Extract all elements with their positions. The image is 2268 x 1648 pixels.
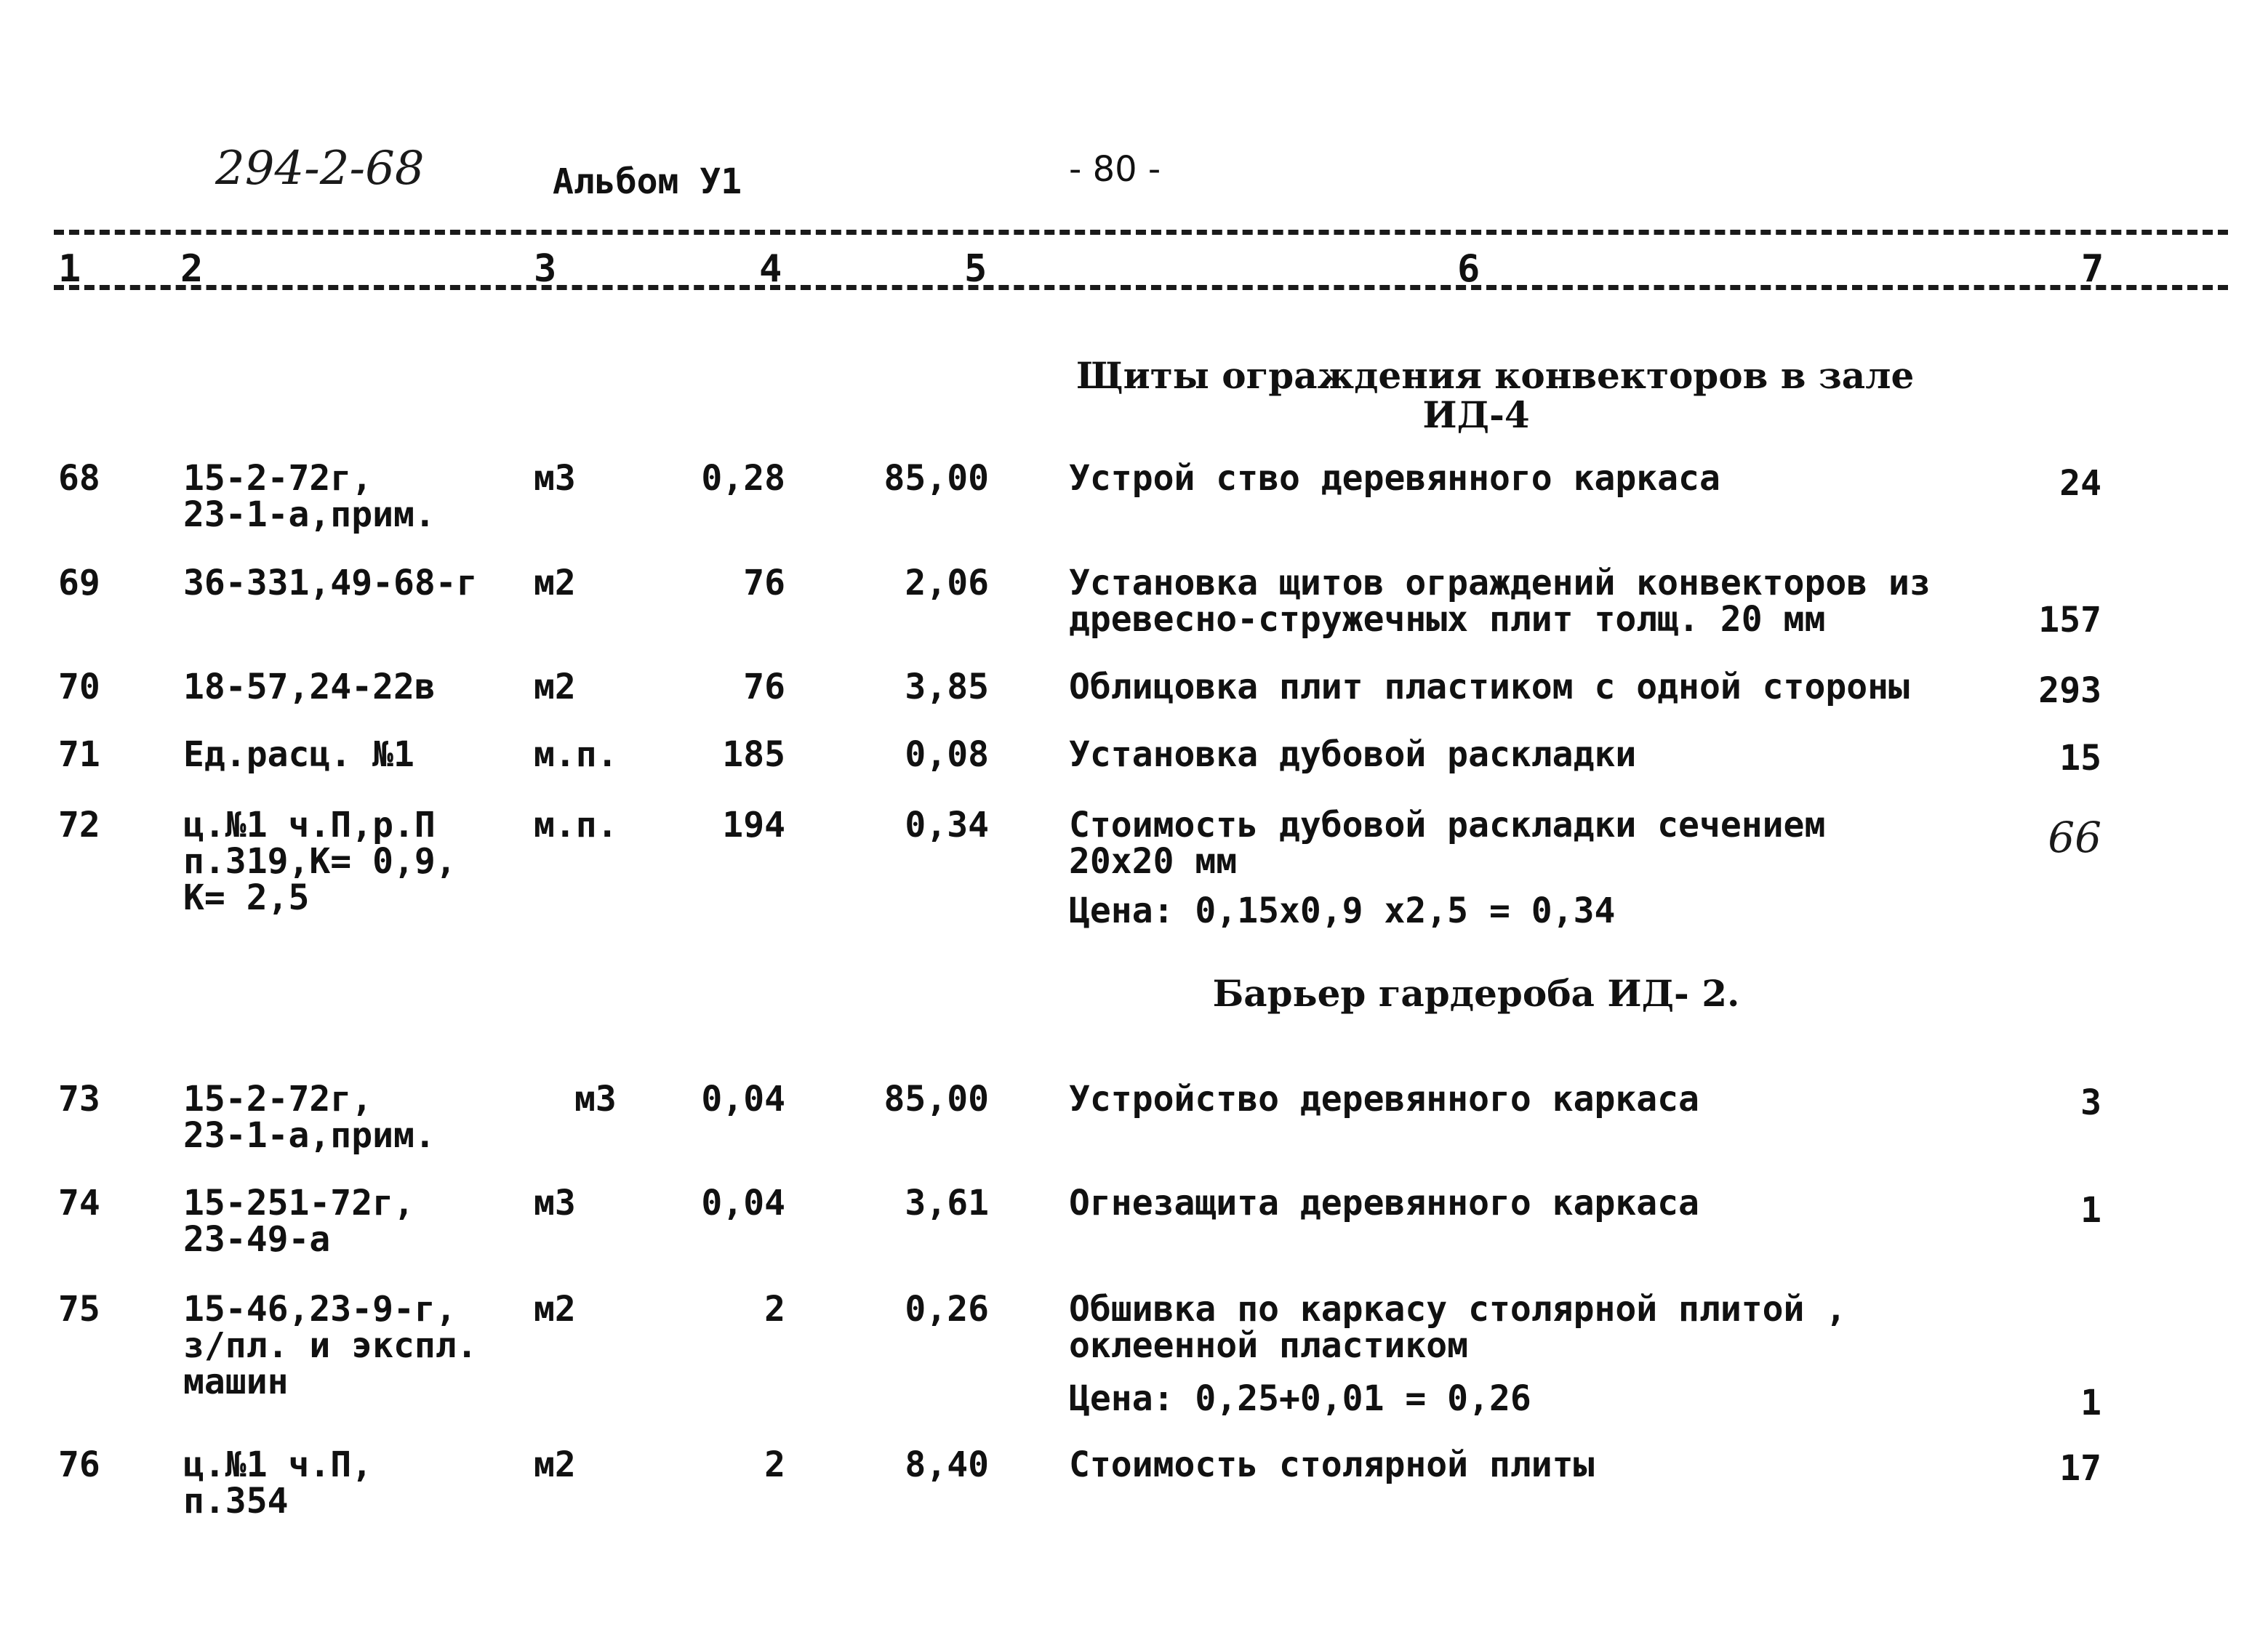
unit-price: 85,00 <box>883 458 989 499</box>
rate-code-line: п.319,К= 0,9, <box>183 841 457 882</box>
quantity: 185 <box>722 734 785 775</box>
rate-code <box>183 1081 436 1154</box>
work-description <box>1069 807 1825 880</box>
section-title-line-2: ИД-4 <box>1422 393 1530 436</box>
quantity: 2 <box>764 1444 785 1485</box>
description-line: Установка щитов ограждений конвекторов из <box>1069 563 1931 603</box>
price-calculation-note: Цена: 0,25+0,01 = 0,26 <box>1069 1378 1531 1419</box>
work-description: Облицовка плит пластиком с одной стороны <box>1069 667 1910 707</box>
description-line: древесно-стружечных плит толщ. 20 мм <box>1069 599 1826 640</box>
section-title-convector-shields <box>1076 354 1915 436</box>
unit-price: 85,00 <box>883 1079 989 1120</box>
description-line: Обшивка по каркасу столярной плитой , <box>1069 1289 1847 1330</box>
unit-price: 0,26 <box>905 1289 989 1330</box>
work-description: Устрой ство деревянного каркаса <box>1069 458 1720 499</box>
page-number: - 80 - <box>1069 149 1161 190</box>
rate-code <box>183 1444 373 1522</box>
quantity: 76 <box>743 563 785 603</box>
column-number-6: 6 <box>1457 247 1480 291</box>
section-title-line-1: Щиты ограждения конвекторов в зале <box>1076 354 1915 397</box>
rate-code: 18-57,24-22в <box>183 667 436 707</box>
total-cost: 3 <box>2080 1082 2101 1123</box>
row-number: 69 <box>58 563 100 603</box>
row-number: 70 <box>58 667 100 707</box>
unit-price: 8,40 <box>905 1444 989 1485</box>
rate-code-line: 15-46,23-9-г, <box>183 1289 457 1330</box>
rate-code-line: 15-251-72г, <box>183 1183 414 1223</box>
rate-code-line: 23-49-а <box>183 1219 331 1260</box>
unit: м.п. <box>534 734 618 775</box>
bottom-dashed-rule <box>54 285 2228 290</box>
top-dashed-rule <box>54 230 2228 235</box>
quantity: 0,04 <box>701 1079 785 1120</box>
rate-code <box>183 807 457 916</box>
unit-price: 2,06 <box>905 563 989 603</box>
column-number-4: 4 <box>759 247 782 291</box>
row-number: 74 <box>58 1183 100 1223</box>
rate-code-line: 15-2-72г, <box>183 458 373 499</box>
work-description: Огнезащита деревянного каркаса <box>1069 1183 1699 1223</box>
description-line: оклеенной пластиком <box>1069 1325 1469 1366</box>
total-cost: 24 <box>2059 463 2101 504</box>
document-number: 294-2-68 <box>215 142 425 196</box>
total-cost: 157 <box>2038 600 2101 640</box>
rate-code: 36-331,49-68-г <box>183 563 478 603</box>
column-number-3: 3 <box>534 247 557 291</box>
quantity: 0,04 <box>701 1183 785 1223</box>
rate-code-line: 23-1-а,прим. <box>183 1115 436 1156</box>
total-cost-handwritten: 66 <box>2048 813 2101 862</box>
price-calculation-note: Цена: 0,15х0,9 х2,5 = 0,34 <box>1069 891 1616 931</box>
row-number: 76 <box>58 1444 100 1485</box>
unit: м2 <box>534 667 576 707</box>
section-title-wardrobe-barrier: Барьер гардероба ИД- 2. <box>1212 972 1740 1015</box>
work-description: Стоимость столярной плиты <box>1069 1444 1595 1485</box>
rate-code <box>183 1291 478 1400</box>
unit: м2 <box>534 1444 576 1485</box>
work-description: Установка дубовой раскладки <box>1069 734 1637 775</box>
unit-price: 3,61 <box>905 1183 989 1223</box>
rate-code <box>183 460 436 533</box>
quantity: 194 <box>722 805 785 845</box>
unit: м2 <box>534 563 576 603</box>
unit: м3 <box>574 1079 617 1120</box>
total-cost: 1 <box>2080 1383 2101 1423</box>
unit: м2 <box>534 1289 576 1330</box>
album-label: Альбом У1 <box>553 161 742 202</box>
unit: м3 <box>534 458 576 499</box>
work-description: Устройство деревянного каркаса <box>1069 1079 1699 1120</box>
work-description <box>1069 1291 1846 1364</box>
work-description <box>1069 565 1931 638</box>
rate-code-line: 23-1-а,прим. <box>183 494 436 535</box>
column-number-1: 1 <box>58 247 81 291</box>
rate-code-line: ц.№1 ч.П,р.П <box>183 805 436 845</box>
unit-price: 0,34 <box>905 805 989 845</box>
total-cost: 293 <box>2038 670 2101 711</box>
rate-code-line: ц.№1 ч.П, <box>183 1444 373 1485</box>
quantity: 2 <box>764 1289 785 1330</box>
rate-code <box>183 1185 414 1258</box>
total-cost: 1 <box>2080 1190 2101 1231</box>
row-number: 71 <box>58 734 100 775</box>
column-number-5: 5 <box>964 247 987 291</box>
rate-code-line: п.354 <box>183 1481 289 1522</box>
description-line: Стоимость дубовой раскладки сечением <box>1069 805 1826 845</box>
description-line: 20х20 мм <box>1069 841 1238 882</box>
quantity: 0,28 <box>701 458 785 499</box>
quantity: 76 <box>743 667 785 707</box>
rate-code-line: з/пл. и экспл. <box>183 1325 478 1366</box>
unit-price: 3,85 <box>905 667 989 707</box>
rate-code-line: 15-2-72г, <box>183 1079 373 1120</box>
unit-price: 0,08 <box>905 734 989 775</box>
column-number-2: 2 <box>180 247 204 291</box>
rate-code-line: К= 2,5 <box>183 877 310 918</box>
total-cost: 15 <box>2059 738 2101 779</box>
rate-code-line: машин <box>183 1362 289 1402</box>
rate-code: Ед.расц. №1 <box>183 734 414 775</box>
unit: м.п. <box>534 805 618 845</box>
row-number: 73 <box>58 1079 100 1120</box>
row-number: 68 <box>58 458 100 499</box>
column-number-7: 7 <box>2081 247 2104 291</box>
row-number: 72 <box>58 805 100 845</box>
total-cost: 17 <box>2059 1448 2101 1489</box>
unit: м3 <box>534 1183 576 1223</box>
row-number: 75 <box>58 1289 100 1330</box>
